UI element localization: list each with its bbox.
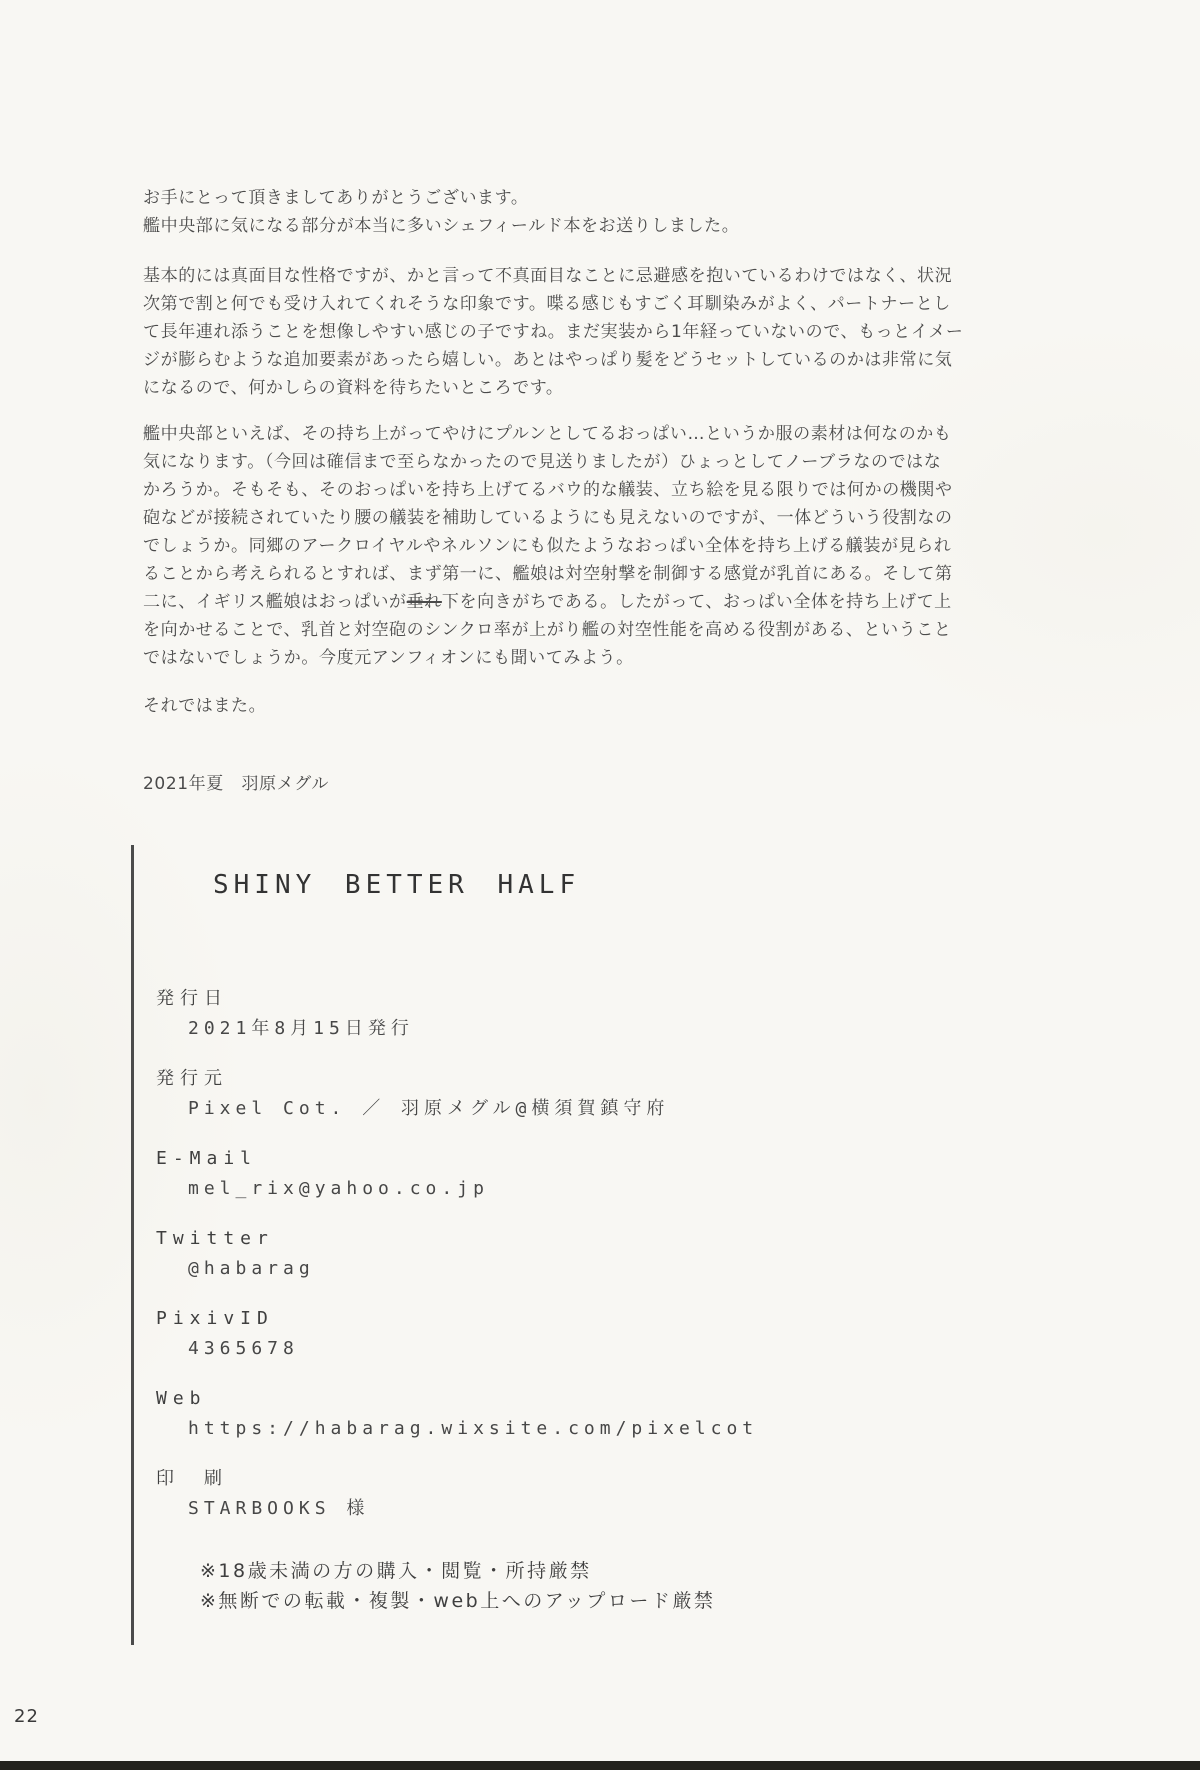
- text-line: 基本的には真面目な性格ですが、かと言って不真面目なことに忌避感を抱いているわけではなく、状況: [143, 266, 953, 286]
- colophon-entry-email: [156, 1146, 856, 1202]
- restriction-notes: [200, 1556, 715, 1616]
- text-line: 次第で割と何でも受け入れてくれそうな印象です。喋る感じもすごく耳馴染みがよく、パートナーとし: [143, 294, 951, 314]
- struck-text: 垂れ: [406, 592, 442, 612]
- colophon-entry-publisher: [156, 1066, 856, 1122]
- text-line: 艦中央部といえば、その持ち上がってやけにプルンとしてるおっぱい…というか服の素材は何なのかも: [143, 424, 952, 444]
- book-title: SHINY BETTER HALF: [213, 870, 581, 900]
- text-line: ではないでしょうか。今度元アンフィオンにも聞いてみよう。: [143, 648, 634, 668]
- author-signature: 2021年夏 羽原メグル: [143, 774, 329, 794]
- entry-label: Twitter: [156, 1228, 274, 1249]
- note-line: ※無断での転載・複製・web上へのアップロード厳禁: [200, 1590, 716, 1612]
- afterword-paragraph-speculation: [143, 420, 953, 672]
- text-line: かろうか。そもそも、そのおっぱいを持ち上げてるバウ的な艤装、立ち絵を見る限りでは何かの機関や: [143, 480, 953, 500]
- text-line-with-strikethrough: [143, 588, 953, 616]
- text-line: になるので、何かしらの資料を待ちたいところです。: [143, 378, 564, 398]
- colophon-entry-publication-date: [156, 986, 856, 1042]
- text-line: ることから考えられるとすれば、まず第一に、艦娘は対空射撃を制御する感覚が乳首にある。そして第: [143, 564, 953, 584]
- entry-value: @habarag: [188, 1258, 315, 1279]
- entry-label: PixivID: [156, 1308, 274, 1329]
- entry-label: 発行元: [156, 1068, 228, 1089]
- note-line: ※18歳未満の方の購入・閲覧・所持厳禁: [200, 1560, 592, 1582]
- text-segment: 下を向きがちである。したがって、おっぱい全体を持ち上げて上: [441, 592, 952, 612]
- colophon-vertical-rule: [131, 845, 134, 1645]
- text-line: 気になります。（今回は確信まで至らなかったので見送りましたが）ひょっとしてノーブラなのではな: [143, 452, 942, 472]
- colophon-entry-pixiv-id: [156, 1306, 856, 1362]
- entry-label: 印 刷: [156, 1468, 228, 1489]
- entry-value: https://habarag.wixsite.com/pixelcot: [188, 1418, 759, 1439]
- text-line: 艦中央部に気になる部分が本当に多いシェフィールド本をお送りしました。: [143, 216, 740, 236]
- afterword-paragraph-impressions: [143, 262, 964, 402]
- entry-label: 発行日: [156, 988, 228, 1009]
- entry-value: mel_rix@yahoo.co.jp: [188, 1178, 489, 1199]
- entry-value: Pixel Cot. ／ 羽原メグル@横須賀鎮守府: [188, 1098, 670, 1119]
- entry-label: Web: [156, 1388, 207, 1409]
- colophon-entries: [156, 986, 856, 1546]
- entry-value: 2021年8月15日発行: [188, 1018, 414, 1039]
- text-line: 砲などが接続されていたり腰の艤装を補助しているようにも見えないのですが、一体どういう役割なの: [143, 508, 953, 528]
- text-line: て長年連れ添うことを想像しやすい感じの子ですね。まだ実装から1年経っていないので、もっとイメー: [143, 322, 964, 342]
- afterword-greeting: [143, 184, 739, 240]
- entry-value: STARBOOKS 様: [188, 1498, 370, 1519]
- text-segment: 二に、イギリス艦娘はおっぱいが: [143, 592, 407, 612]
- page-number: 22: [14, 1706, 39, 1727]
- text-line: ジが膨らむような追加要素があったら嬉しい。あとはやっぱり髪をどうセットしているのかは非常に気: [143, 350, 953, 370]
- afterword-closing: それではまた。: [143, 696, 267, 716]
- entry-label: E-Mail: [156, 1148, 258, 1169]
- text-line: を向かせることで、乳首と対空砲のシンクロ率が上がり艦の対空性能を高める役割がある、ということ: [143, 620, 952, 640]
- text-line: でしょうか。同郷のアークロイヤルやネルソンにも似たようなおっぱい全体を持ち上げる艤装が見られ: [143, 536, 952, 556]
- colophon-entry-twitter: [156, 1226, 856, 1282]
- colophon-entry-web: [156, 1386, 856, 1442]
- colophon-entry-printer: [156, 1466, 856, 1522]
- entry-value: 4365678: [188, 1338, 299, 1359]
- scan-edge-bar: [0, 1761, 1200, 1770]
- text-line: お手にとって頂きましてありがとうございます。: [143, 188, 529, 208]
